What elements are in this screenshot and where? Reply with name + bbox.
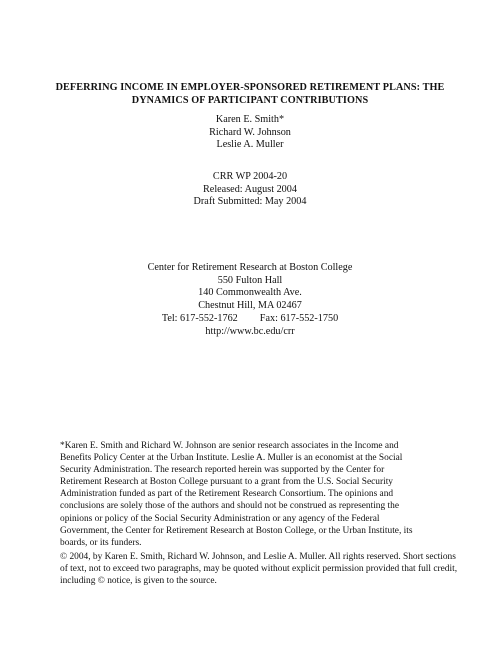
title-line-2: DYNAMICS OF PARTICIPANT CONTRIBUTIONS [131,94,369,106]
address-line: Chestnut Hill, MA 02467 [198,300,302,312]
release-date: Released: August 2004 [203,183,297,195]
address-line: 550 Fulton Hall [217,274,283,286]
author-name: Karen E. Smith* [215,114,285,125]
institution-address [40,262,460,338]
copyright-line: © 2004, by Karen E. Smith, Richard W. Johnson, and Leslie A. Muller. All rights reserved. Short sections [60,552,456,562]
footnote-line: Retirement Research at Boston College pursuant to a grant from the U.S. Social Security [60,477,393,488]
paper-info [40,171,460,209]
paper-title [40,82,460,107]
footnote-line: *Karen E. Smith and Richard W. Johnson are senior research associates in the Income and [60,441,399,451]
footnote-line: Benefits Policy Center at the Urban Institute. Leslie A. Muller is an economist at the Social [60,453,403,464]
address-line: 140 Commonwealth Ave. [198,287,302,299]
footnote-line: Security Administration. The research reported herein was supported by the Center for [60,465,385,476]
footnote-line: conclusions are solely those of the authors and should not be construed as representing the [60,501,399,512]
author-footnote [60,440,452,549]
footnote-line: boards, or its funders. [60,537,142,548]
author-name: Leslie A. Muller [216,139,284,151]
title-line-1: DEFERRING INCOME IN EMPLOYER-SPONSORED RETIREMENT PLANS: THE [55,82,445,93]
author-name: Richard W. Johnson [209,126,291,138]
footnote-line: Administration funded as part of the Retirement Research Consortium. The opinions and [60,489,394,500]
telephone-number: Tel: 617-552-1762 [161,312,238,324]
footnote-line: Government, the Center for Retirement Research at Boston College, or the Urban Institute, its [60,525,413,536]
author-list [40,114,460,152]
copyright-notice [60,551,458,587]
copyright-line: of text, not to exceed two paragraphs, may be quoted without explicit permission provided that full credit, [60,564,458,575]
copyright-line: including © notice, is given to the source. [60,576,217,587]
fax-number: Fax: 617-552-1750 [259,312,339,324]
footnote-line: opinions or policy of the Social Security Administration or any agency of the Federal [60,513,380,524]
contact-numbers [40,313,460,326]
website-link[interactable]: http://www.bc.edu/crr [205,325,295,337]
working-paper-number: CRR WP 2004-20 [212,171,288,182]
institution-name: Center for Retirement Research at Boston College [147,262,353,273]
draft-submitted-date: Draft Submitted: May 2004 [193,196,307,208]
